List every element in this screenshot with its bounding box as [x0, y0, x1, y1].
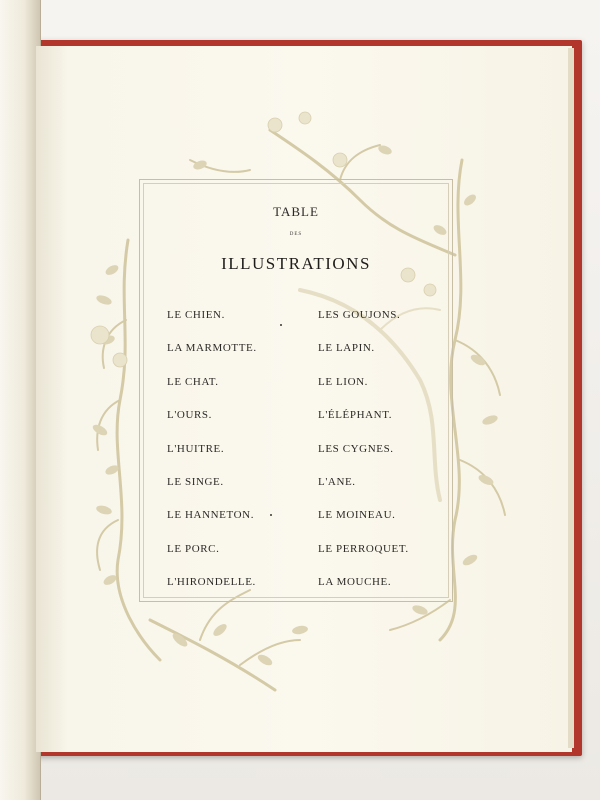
list-item: LES GOUJONS. [318, 309, 401, 321]
ink-dot [270, 514, 272, 516]
illustrations-list-right [318, 309, 409, 610]
list-item: LE HANNETON. [167, 509, 255, 522]
heading-des: DES [289, 232, 303, 237]
ink-dot [280, 324, 282, 326]
list-item: LA MARMOTTE. [167, 342, 257, 355]
list-item: L'HIRONDELLE. [167, 576, 256, 589]
list-item: L'ANE. [318, 475, 356, 488]
list-item: LE PERROQUET. [318, 542, 409, 555]
illustrations-list-left [167, 309, 257, 610]
list-item: LES CYGNES. [318, 442, 394, 455]
list-item: L'ÉLÉPHANT. [318, 409, 393, 422]
list-item: LE LAPIN. [318, 342, 375, 355]
list-item: LE LION. [318, 375, 369, 388]
heading-table: TABLE [273, 204, 319, 219]
list-item: L'HUITRE. [167, 442, 225, 455]
list-item: LE SINGE. [167, 475, 224, 488]
list-item: LE MOINEAU. [318, 509, 396, 522]
list-item: LA MOUCHE. [318, 576, 392, 589]
list-item: LE CHIEN. [167, 309, 225, 321]
list-item: LE PORC. [167, 542, 220, 555]
list-item: LE CHAT. [167, 375, 219, 388]
list-item: L'OURS. [167, 409, 212, 422]
page-title: ILLUSTRATIONS [221, 254, 371, 273]
